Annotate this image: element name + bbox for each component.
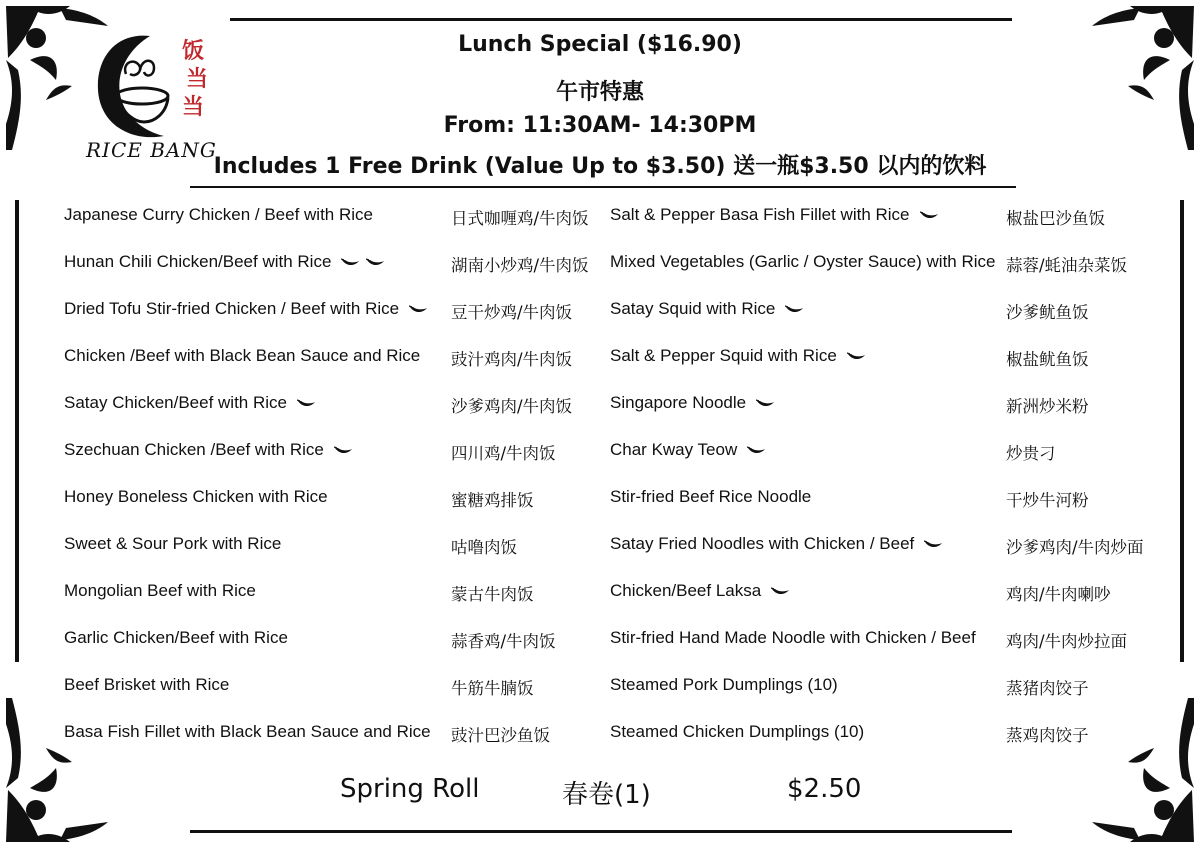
extra-item-price: $2.50 (787, 774, 862, 804)
menu-item-name-cn: 牛筋牛腩饭 (451, 679, 534, 698)
chili-indicator (779, 299, 804, 319)
menu-item-name: Japanese Curry Chicken / Beef with Rice (64, 205, 373, 224)
logo-cn-char-2: 当 (186, 67, 209, 92)
menu-item-name: Szechuan Chicken /Beef with Rice (64, 440, 324, 459)
menu-item-name-cn: 鸡肉/牛肉喇吵 (1006, 585, 1111, 604)
menu-item-name-cn: 蒜蓉/蚝油杂菜饭 (1006, 256, 1128, 275)
menu-item-name: Mongolian Beef with Rice (64, 581, 256, 600)
chili-indicator (750, 393, 775, 413)
extra-item-name: Spring Roll (340, 774, 480, 804)
menu-item-name: Mixed Vegetables (Garlic / Oyster Sauce) with Rice (610, 252, 996, 271)
chili-icon (924, 540, 943, 549)
menu-item-name-cn: 日式咖喱鸡/牛肉饭 (451, 209, 589, 228)
ornament-corner-bottom-left (0, 698, 150, 848)
menu-item-row (0, 675, 1200, 705)
opening-hours: From: 11:30AM- 14:30PM (443, 113, 757, 138)
menu-item-row (0, 487, 1200, 517)
menu-item-name-cn: 椒盐鱿鱼饭 (1006, 350, 1089, 369)
menu-item-name-cn: 蒸猪肉饺子 (1006, 679, 1089, 698)
chili-indicator (914, 205, 939, 225)
menu-item-name: Beef Brisket with Rice (64, 675, 230, 694)
page-title: Lunch Special ($16.90) (458, 32, 742, 57)
logo-cn-char-1: 饭 (182, 39, 205, 64)
menu-item-row (0, 205, 1200, 235)
menu-item-row (0, 346, 1200, 376)
menu-item-name-cn: 蒙古牛肉饭 (451, 585, 534, 604)
menu-item-name-cn: 炒贵刁 (1006, 444, 1056, 463)
menu-item-name-cn: 蒜香鸡/牛肉饭 (451, 632, 556, 651)
logo-cn-char-3: 当 (182, 95, 205, 120)
menu-item-name: Sweet & Sour Pork with Rice (64, 534, 282, 553)
menu-item-name: Char Kway Teow (610, 440, 738, 459)
menu-item-name: Honey Boneless Chicken with Rice (64, 487, 328, 506)
chili-indicator (741, 440, 766, 460)
menu-item-name: Salt & Pepper Basa Fish Fillet with Rice (610, 205, 910, 224)
menu-item-row (0, 393, 1200, 423)
menu-item-name-cn: 豉汁巴沙鱼饭 (451, 726, 550, 745)
menu-item-name: Steamed Pork Dumplings (10) (610, 675, 838, 694)
header-divider-line (190, 186, 1016, 188)
menu-item-name-cn: 蜜糖鸡排饭 (451, 491, 534, 510)
chili-icon (847, 352, 866, 361)
menu-item-name: Hunan Chili Chicken/Beef with Rice (64, 252, 332, 271)
chili-icon (756, 399, 775, 408)
menu-item-name-cn: 鸡肉/牛肉炒拉面 (1006, 632, 1128, 651)
menu-item-name-cn: 沙爹鱿鱼饭 (1006, 303, 1089, 322)
menu-item-name-cn: 四川鸡/牛肉饭 (451, 444, 556, 463)
menu-item-row (0, 722, 1200, 752)
menu-item-name: Dried Tofu Stir-fried Chicken / Beef with Rice (64, 299, 400, 318)
menu-item-name-cn: 咕噜肉饭 (451, 538, 517, 557)
menu-item-name: Singapore Noodle (610, 393, 747, 412)
chili-icon (920, 211, 939, 220)
top-border-line (230, 18, 1012, 21)
free-drink-note: Includes 1 Free Drink (Value Up to $3.50) 送一瓶$3.50 以内的饮料 (213, 154, 987, 179)
menu-item-name-cn: 湖南小炒鸡/牛肉饭 (451, 256, 589, 275)
menu-item-name: Steamed Chicken Dumplings (10) (610, 722, 865, 741)
menu-item-name-cn: 豉汁鸡肉/牛肉饭 (451, 350, 573, 369)
menu-item-name-cn: 椒盐巴沙鱼饭 (1006, 209, 1105, 228)
menu-item-name: Chicken /Beef with Black Bean Sauce and Rice (64, 346, 421, 365)
menu-item-row (0, 581, 1200, 611)
menu-item-name: Satay Chicken/Beef with Rice (64, 393, 287, 412)
menu-item-name-cn: 豆干炒鸡/牛肉饭 (451, 303, 573, 322)
menu-item-name-cn: 沙爹鸡肉/牛肉炒面 (1006, 538, 1144, 557)
menu-item-name-cn: 干炒牛河粉 (1006, 491, 1089, 510)
logo-name: RICE BANG (86, 138, 217, 162)
menu-item-row (0, 628, 1200, 658)
menu-item-name: Stir-fried Hand Made Noodle with Chicken / Beef (610, 628, 976, 647)
page-title-cn: 午市特惠 (555, 80, 644, 105)
menu-item-row (0, 252, 1200, 282)
menu-item-row (0, 534, 1200, 564)
chili-icon (747, 446, 766, 455)
chili-indicator (841, 346, 866, 366)
menu-item-name-cn: 蒸鸡肉饺子 (1006, 726, 1089, 745)
menu-item-name-cn: 新洲炒米粉 (1006, 397, 1089, 416)
menu-item-name-cn: 沙爹鸡肉/牛肉饭 (451, 397, 573, 416)
chili-indicator (918, 534, 943, 554)
ornament-corner-bottom-right (1050, 698, 1200, 848)
chili-indicator (765, 581, 790, 601)
menu-item-name: Salt & Pepper Squid with Rice (610, 346, 837, 365)
chili-icon (771, 587, 790, 596)
menu-item-name: Chicken/Beef Laksa (610, 581, 762, 600)
menu-item-name: Satay Fried Noodles with Chicken / Beef (610, 534, 915, 553)
chili-icon (785, 305, 804, 314)
menu-item-name: Stir-fried Beef Rice Noodle (610, 487, 812, 506)
menu-item-row (0, 299, 1200, 329)
menu-item-name: Satay Squid with Rice (610, 299, 776, 318)
menu-item-name: Basa Fish Fillet with Black Bean Sauce and Rice (64, 722, 431, 741)
bottom-border-line (190, 830, 1012, 833)
menu-item-name: Garlic Chicken/Beef with Rice (64, 628, 288, 647)
menu-item-row (0, 440, 1200, 470)
ornament-corner-top-right (1050, 0, 1200, 150)
extra-item-name-cn: 春卷(1) (562, 780, 651, 810)
